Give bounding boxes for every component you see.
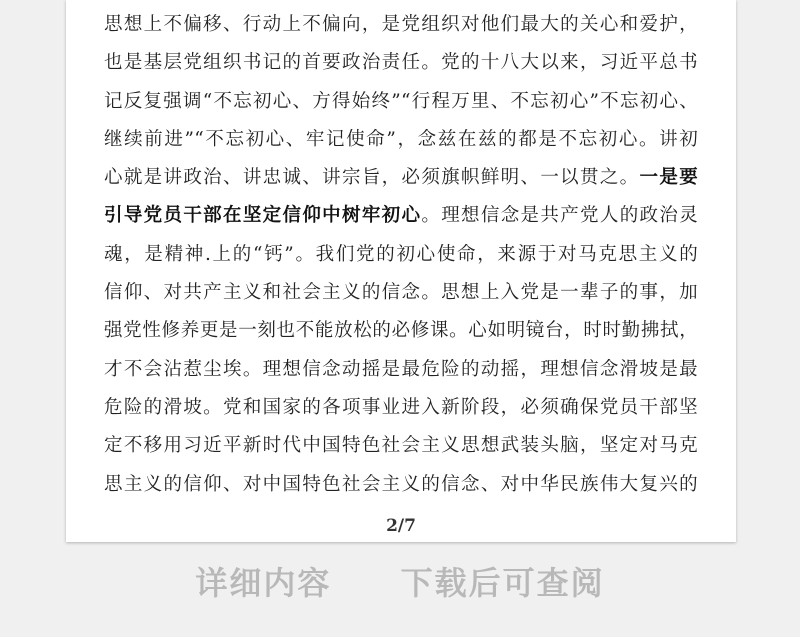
text-line: 强党性修养更是一刻也不能放松的必修课。心如明镜台，时时勤拂拭，: [104, 320, 698, 342]
text-line: 危险的滑坡。党和国家的各项事业进入新阶段，必须确保党员干部坚: [104, 396, 698, 418]
text-segment: 。理想信念是共产党人的政治灵: [421, 205, 698, 227]
document-page: [66, 0, 736, 542]
download-prompt: [0, 558, 800, 608]
text-line: 继续前进”“不忘初心、牢记使命”，念兹在兹的都是不忘初心。讲初: [104, 128, 698, 150]
text-line: 定不移用习近平新时代中国特色社会主义思想武装头脑，坚定对马克: [104, 435, 698, 457]
text-line: 也是基层党组织书记的首要政治责任。党的十八大以来，习近平总书: [104, 52, 698, 74]
download-label: 下载后可查阅: [400, 564, 605, 602]
bold-heading-segment: 一是要: [639, 167, 698, 189]
bold-heading-segment: 引导党员干部在坚定信仰中树牢初心: [104, 205, 422, 227]
text-line: 魂，是精神.上的“钙”。我们党的初心使命，来源于对马克思主义的: [104, 243, 698, 265]
text-line: [104, 159, 698, 197]
text-segment: 心就是讲政治、讲忠诚、讲宗旨，必须旗帜鲜明、一以贯之。: [104, 167, 640, 189]
text-line: 才不会沾惹尘埃。理想信念动摇是最危险的动摇，理想信念滑坡是最: [104, 358, 698, 380]
text-line: 思主义的信仰、对中国特色社会主义的信念、对中华民族伟大复兴的: [104, 473, 698, 495]
details-label: 详细内容: [195, 564, 332, 602]
document-body: [104, 6, 698, 504]
text-line: 思想上不偏移、行动上不偏向，是党组织对他们最大的关心和爱护，: [104, 14, 698, 35]
page-number: 2/7: [386, 516, 416, 536]
text-line: 信仰、对共产主义和社会主义的信念。思想上入党是一辈子的事，加: [104, 282, 698, 304]
text-line: 记反复强调“不忘初心、方得始终”“行程万里、不忘初心”不忘初心、: [104, 90, 698, 112]
text-line: [104, 197, 698, 235]
